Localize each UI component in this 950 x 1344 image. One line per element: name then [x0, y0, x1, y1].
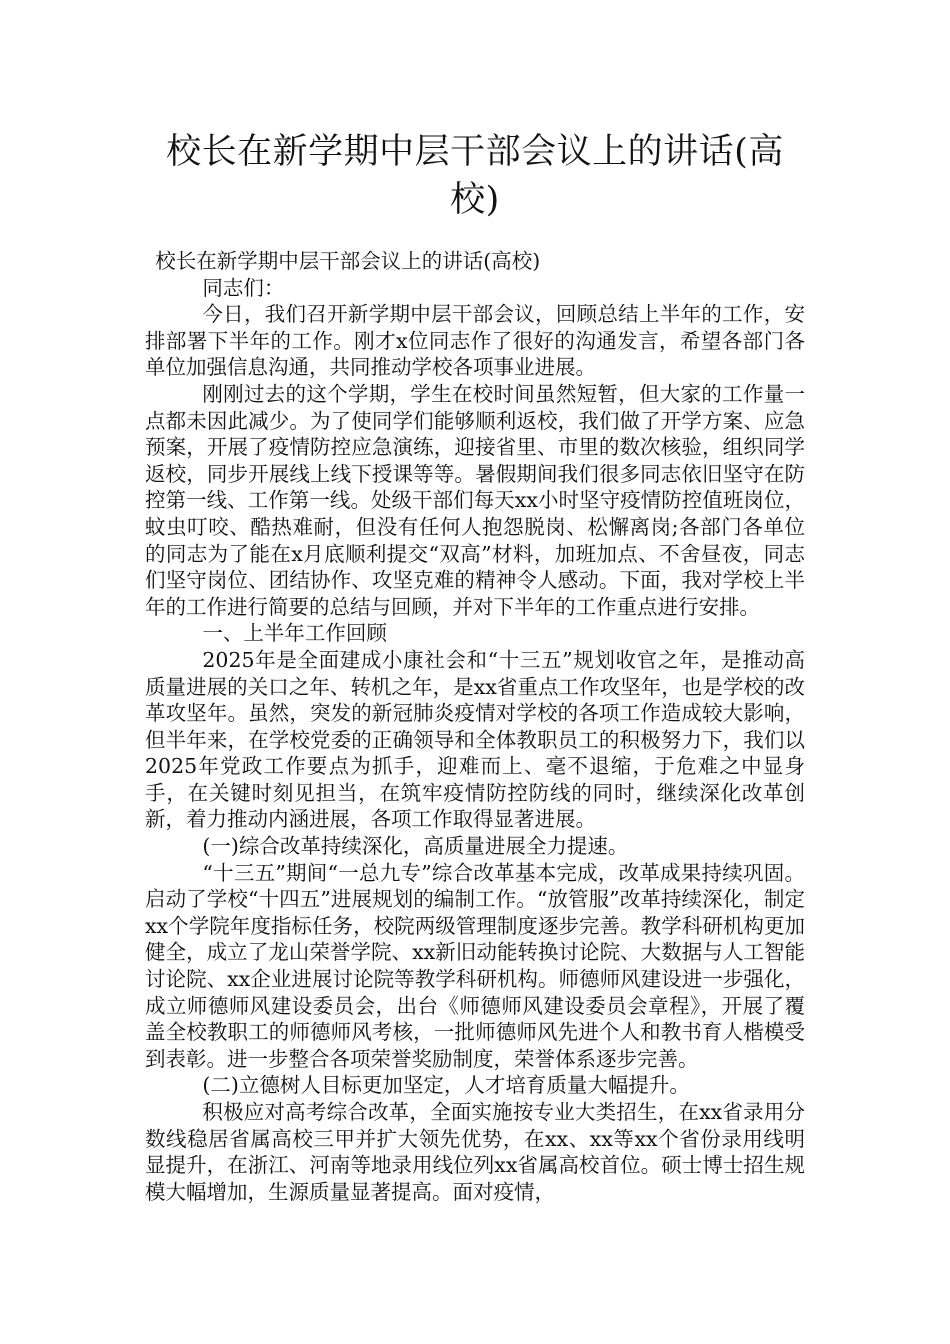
greeting-line: 同志们：: [202, 275, 285, 300]
paragraph-reform: “十三五”期间“一总九专”综合改革基本完成，改革成果持续巩固。启动了学校“十四五”进展规划的编制工作。“放管服”改革持续深化，制定xx个学院年度指标任务，校院两级管理制度逐步完善。教学科研机构更加健全，成立了龙山荣誉学院、xx新旧动能转换讨论院、大数据与人工智能讨论院、xx企业进展讨论院等教学科研机构。师德师风建设进一步强化，成立师德师风建设委员会，出台《师德师风建设委员会章程》，开展了覆盖全校教职工的师德师风考核，一批师德师风先进个人和教书育人楷模受到表彰。进一步整合各项荣誉奖励制度，荣誉体系逐步完善。: [145, 860, 805, 1071]
paragraph-2025-overview: 2025年是全面建成小康社会和“十三五”规划收官之年，是推动高质量进展的关口之年、转机之年，是xx省重点工作攻坚年，也是学校的改革攻坚年。虽然，突发的新冠肺炎疫情对学校的各项工作造成较大影响，但半年来，在学校党委的正确领导和全体教职员工的积极努力下，我们以2025年党政工作要点为抓手，迎难而上、毫不退缩，于危难之中显身手，在关键时刻见担当，在筑牢疫情防控防线的同时，继续深化改革创新，着力推动内涵进展，各项工作取得显著进展。: [145, 647, 805, 832]
document-title: 校长在新学期中层干部会议上的讲话(高校): [166, 132, 784, 220]
paragraph-admissions: 积极应对高考综合改革，全面实施按专业大类招生，在xx省录用分数线稳居省属高校三甲并扩大领先优势，在xx、xx等xx个省份录用线明显提升，在浙江、河南等地录用线位列xx省属高校首位。硕士博士招生规模大幅增加，生源质量显著提高。面对疫情，: [145, 1100, 805, 1204]
document-body: [145, 248, 805, 1205]
subsection-heading-1: (一)综合改革持续深化，高质量进展全力提速。: [202, 834, 629, 859]
section-heading-1: 一、上半年工作回顾: [202, 621, 387, 646]
paragraph-semester-review: 刚刚过去的这个学期，学生在校时间虽然短暂，但大家的工作量一点都未因此减少。为了使同学们能够顺利返校，我们做了开学方案、应急预案，开展了疫情防控应急演练，迎接省里、市里的数次核验，组织同学返校，同步开展线上线下授课等等。暑假期间我们很多同志依旧坚守在防控第一线、工作第一线。处级干部们每天xx小时坚守疫情防控值班岗位，蚊虫叮咬、酷热难耐，但没有任何人抱怨脱岗、松懈离岗;各部门各单位的同志为了能在x月底顺利提交“双高”材料，加班加点、不舍昼夜，同志们坚守岗位、团结协作、攻坚克难的精神令人感动。下面，我对学校上半年的工作进行简要的总结与回顾，并对下半年的工作重点进行安排。: [145, 381, 805, 619]
subsection-heading-2: (二)立德树人目标更加坚定，人才培育质量大幅提升。: [202, 1073, 690, 1098]
paragraph-opening: 今日，我们召开新学期中层干部会议，回顾总结上半年的工作，安排部署下半年的工作。刚才x位同志作了很好的沟通发言，希望各部门各单位加强信息沟通，共同推动学校各项事业进展。: [145, 302, 805, 380]
document-subtitle: 校长在新学期中层干部会议上的讲话(高校): [155, 249, 541, 273]
